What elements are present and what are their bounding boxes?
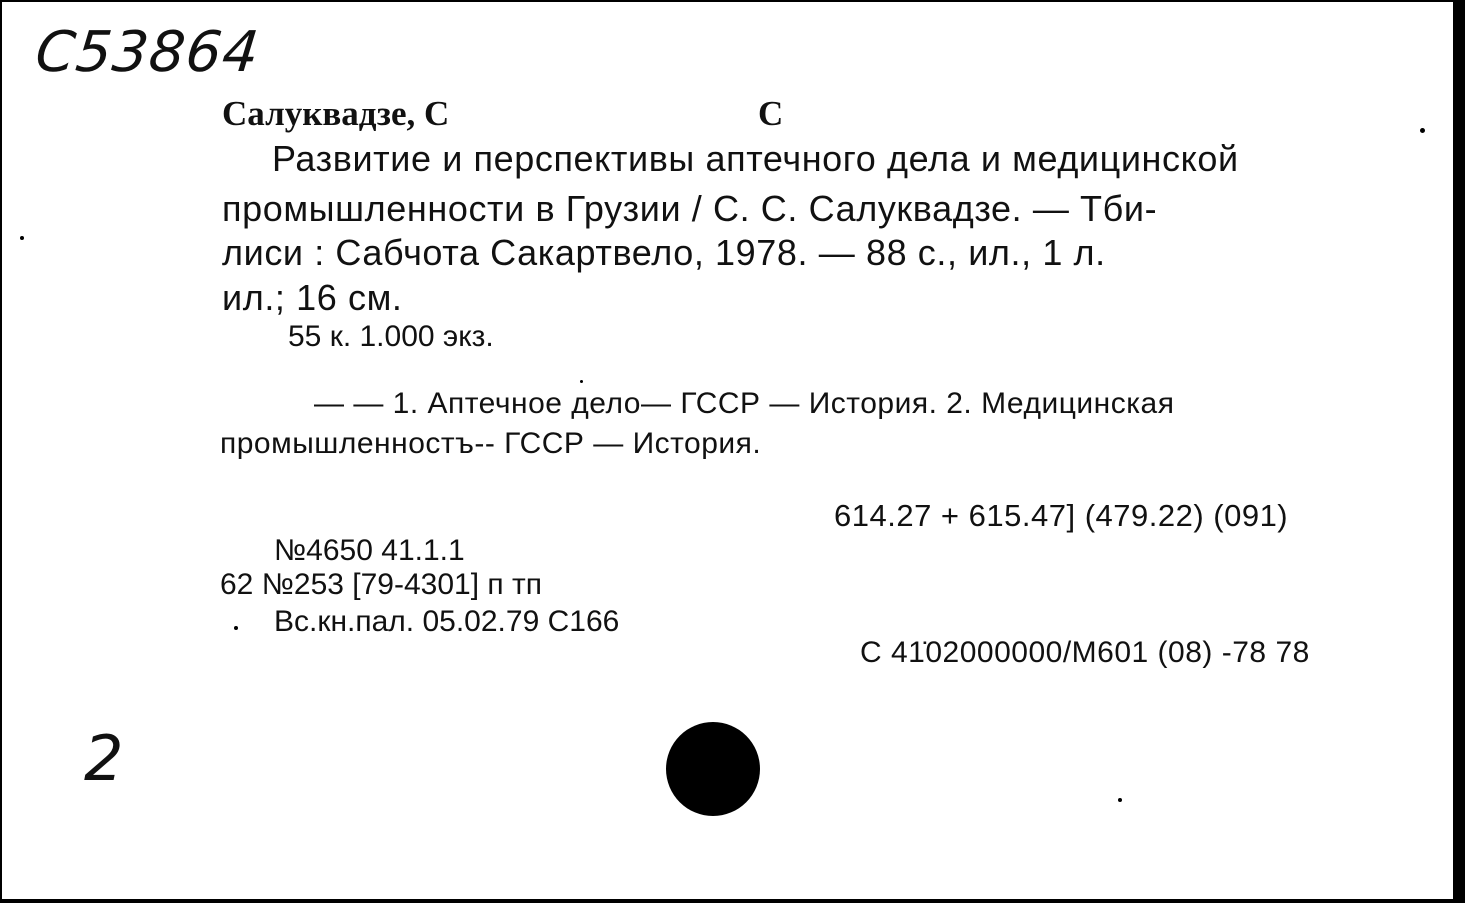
ink-speck [234,626,238,630]
service-line: 62 №253 [79-4301] п тп [220,568,542,601]
ink-speck [1118,798,1122,802]
handwritten-mark: 2 [84,722,124,795]
description-line: Развитие и перспективы аптечного дела и медицинской [272,138,1239,179]
ink-speck [580,380,583,383]
description-line: лиси : Сабчота Сакартвело, 1978. — 88 с., ил., 1 л. [222,232,1106,273]
description-line: ил.; 16 см. [222,277,403,318]
subject-headings-line: промышленностъ-- ГССР — История. [220,427,762,460]
service-line: №4650 41.1.1 [274,534,465,567]
ink-speck [20,236,24,240]
description-line: промышленности в Грузии / С. С. Салуквадзе. — Тби- [222,188,1158,229]
handwritten-call-number: С53864 [32,20,263,85]
subject-headings-line: — — 1. Аптечное дело— ГССР — История. 2. Медицинская [314,387,1175,420]
catalog-card [2,2,1457,899]
classification-code: 614.27 + 615.47] (479.22) (091) [834,498,1289,533]
index-letter: С [758,94,784,133]
price-and-print-run: 55 к. 1.000 экз. [288,320,494,353]
rubric-code: С 41̇02000000/М601 (08) -78 78 [860,636,1310,669]
author-heading: Салуквадзе, С [222,94,450,133]
punch-hole-dot [666,722,760,816]
ink-speck [1420,128,1425,133]
service-line: Вс.кн.пал. 05.02.79 С166 [274,605,620,638]
